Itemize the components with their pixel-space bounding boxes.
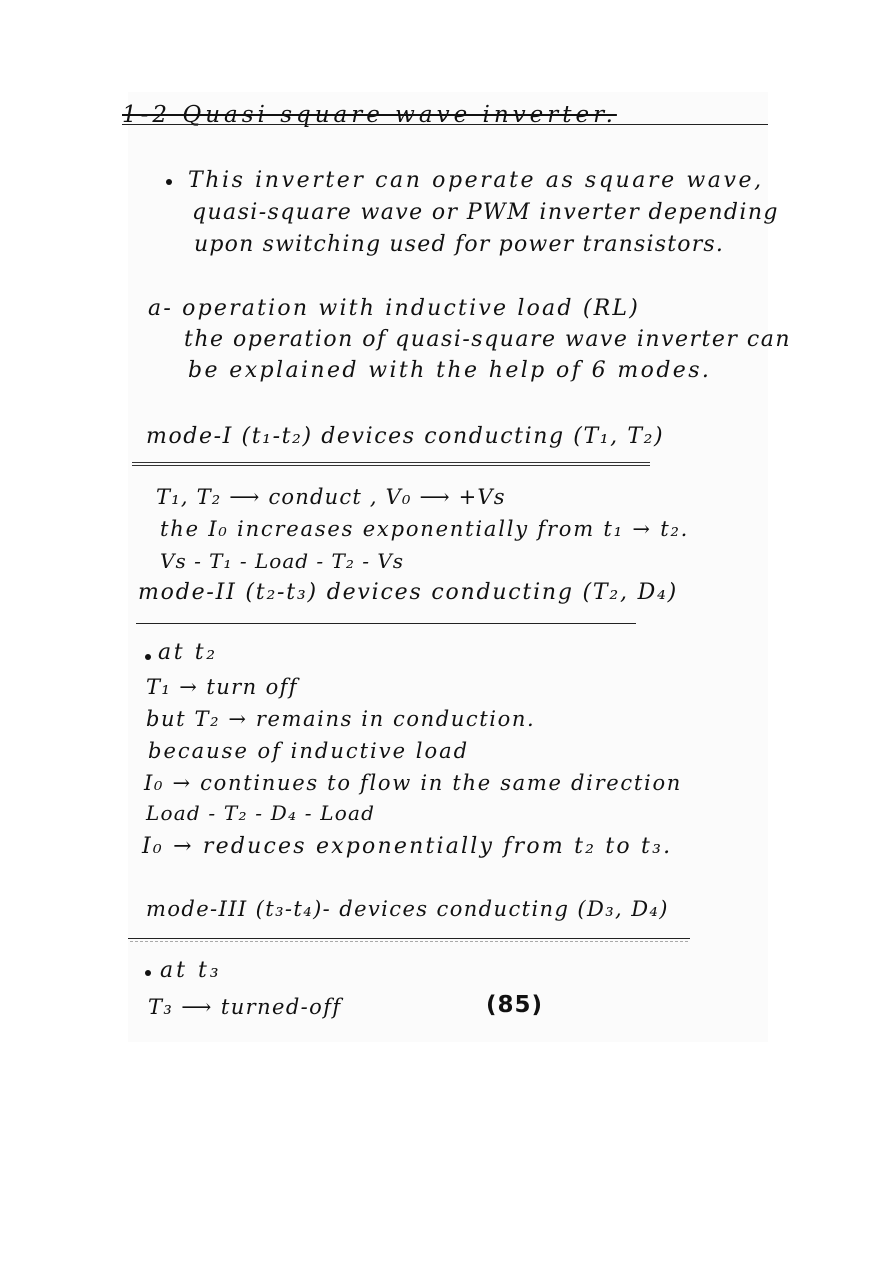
mode-1-underline [132,462,650,466]
mode-1-line-1: T₁, T₂ ⟶ conduct , V₀ ⟶ +Vs [156,485,506,509]
mode-3-line-2: T₃ ⟶ turned-off [148,995,342,1019]
mode-1-line-3: Vs - T₁ - Load - T₂ - Vs [160,549,405,573]
page-title: 1-2 Quasi square wave inverter. [122,102,617,128]
mode-2-line-1: at t₂ [158,640,218,665]
mode-3-line-1: at t₃ [160,958,222,983]
intro-line-3: upon switching used for power transistors. [194,232,725,257]
mode-2-underline [136,623,636,624]
mode-2-line-3: but T₂ → remains in conduction. [146,707,536,731]
mode-1-heading: mode-I (t₁-t₂) devices conducting (T₁, T₂) [146,424,665,449]
mode-1-line-2: the I₀ increases exponentially from t₁ → t₂. [160,517,690,541]
intro-line-2: quasi-square wave or PWM inverter depending [192,200,779,225]
mode-2-line-2: T₁ → turn off [146,675,298,699]
section-a-heading: a- operation with inductive load (RL) [148,296,640,321]
intro-line-1: This inverter can operate as square wave, [188,168,764,193]
mode-3-underline-faint [130,941,688,942]
mode-2-line-4: because of inductive load [148,739,470,763]
bullet-icon [145,970,151,976]
mode-2-line-5: I₀ → continues to flow in the same direction [144,771,683,795]
mode-3-heading: mode-III (t₃-t₄)- devices conducting (D₃, D₄) [146,897,669,921]
mode-3-underline [128,938,690,939]
bullet-icon [145,654,151,660]
title-underline [122,124,768,125]
page-number: (85) [486,992,544,1018]
mode-2-line-6: Load - T₂ - D₄ - Load [146,801,376,825]
mode-2-line-7: I₀ → reduces exponentially from t₂ to t₃. [142,834,673,859]
bullet-icon [166,179,172,185]
mode-2-heading: mode-II (t₂-t₃) devices conducting (T₂, D₄) [138,580,679,605]
section-a-line-2: be explained with the help of 6 modes. [188,358,712,383]
section-a-line-1: the operation of quasi-square wave inverter can [184,327,792,352]
